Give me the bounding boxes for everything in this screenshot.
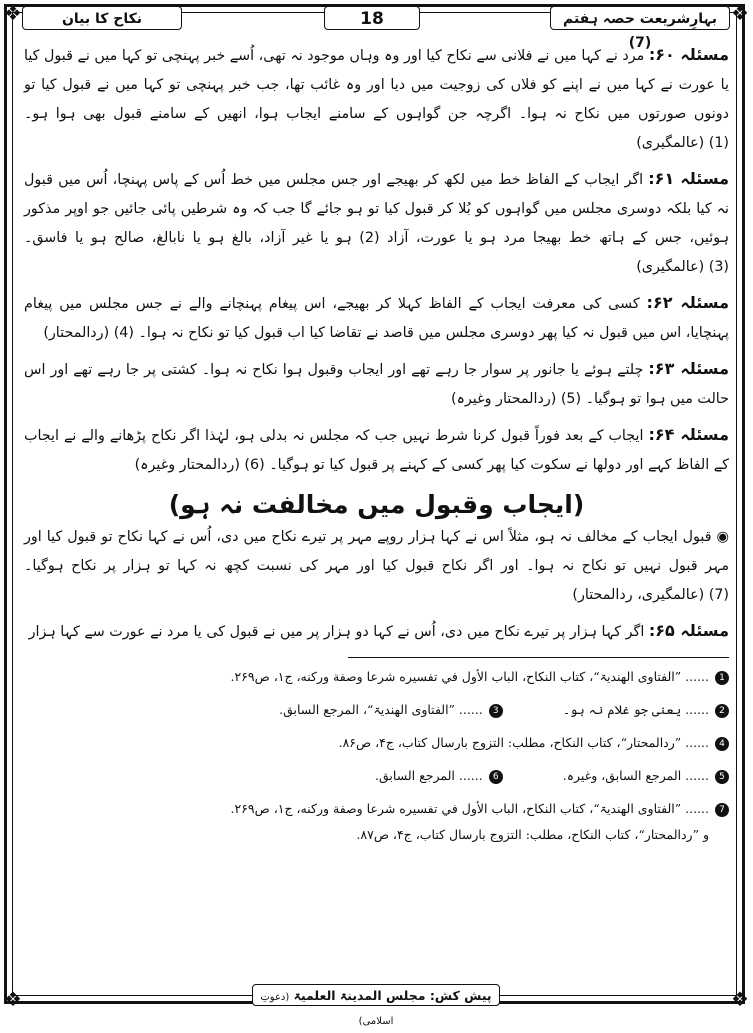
masala-64 — [24, 420, 729, 480]
chapter-title: نکاح کا بیان — [22, 6, 182, 30]
masala-text: کسی کی معرفت ایجاب کے الفاظ کہلا کر بھیجے، اس پیغام پہنچانے والے نے جس مجلس میں پیغام پہنچایا، اس میں قبول نہ کیا پھر دوسری مجلس میں قاصد نے تقاضا کیا اب قبول کیا تو نکاح نہ ہوا۔ — [24, 296, 729, 341]
page-footer — [252, 984, 500, 1027]
paragraph-text: ◉ قبول ایجاب کے مخالف نہ ہو، مثلاً اس نے کہا ہزار روپے مہر پر تیرے نکاح میں دی، اُس نے کہا نکاح تو قبول کیا اور مہر قبول نہیں تو نکاح نہ ہوا۔ اور اگر نکاح قبول کیا اور مہر کی نسبت کچھ نہ کہا تو ہزار پر نکاح ہوگیا۔ — [24, 529, 729, 574]
masala-text: چلتے ہوئے یا جانور پر سوار جا رہے تھے اور ایجاب وقبول ہوا نکاح نہ ہوا۔ کشتی پر جا رہے تھے اور اس حالت میں ہوا تو ہوگیا۔ — [24, 362, 729, 407]
reference: (3) (عالمگیری) — [636, 259, 729, 275]
footnote-number: 7 — [715, 803, 729, 817]
masala-60 — [24, 40, 729, 158]
masala-label: مسئلہ ۶۰: — [648, 45, 729, 64]
footnote-text: ...... ”الفتاوی الھندیۃ“، کتاب النکاح، الباب الأول في تفسيره شرعا وصفة ورکنه، ج۱، ص۲۶۹. — [230, 801, 709, 816]
footnote — [24, 668, 729, 686]
masala-63 — [24, 354, 729, 414]
masala-65 — [24, 616, 729, 647]
reference: (4) (ردالمحتار) — [43, 325, 134, 341]
footnote-number: 4 — [715, 737, 729, 751]
masala-text: ایجاب کے بعد فوراً قبول کرنا شرط نہیں جب کہ مجلس نہ بدلی ہو، لہٰذا اگر نکاح پڑھانے والے نے ایجاب کے الفاظ کہے اور دولھا نے سکوت کیا پھر کسی کے کہنے پر قبول کیا تو ہوگیا۔ — [24, 428, 729, 473]
footnote-continuation: و ”ردالمحتار“، کتاب النکاح، مطلب: التزوج بارسال کتاب، ج۴، ص۸۷. — [356, 827, 709, 842]
footnote-number: 5 — [715, 770, 729, 784]
footnote-number: 6 — [489, 770, 503, 784]
masala-61 — [24, 164, 729, 282]
footnote-text: ...... ”الفتاوی الھندیۃ“، کتاب النکاح، الباب الأول في تفسيره شرعا وصفة ورکنه، ج۱، ص۲۶۹. — [230, 669, 709, 684]
page-number: 18 — [324, 6, 420, 30]
page-header — [16, 6, 736, 51]
footer-note: (دعوتِ اسلامی) — [260, 992, 394, 1027]
footnote — [24, 701, 729, 719]
corner-ornament-icon: ❖ — [731, 987, 749, 1011]
footer-label: پیش کش: — [429, 988, 492, 1003]
masala-text: اگر کہا ہزار پر تیرے نکاح میں دی، اُس نے کہا دو ہزار پر میں نے قبول کی یا مرد نے عورت سے کہا ہزار — [28, 624, 649, 640]
footnote — [24, 734, 729, 752]
footnote-separator — [348, 657, 729, 658]
corner-ornament-icon: ❖ — [4, 1, 22, 25]
corner-ornament-icon: ❖ — [731, 1, 749, 25]
masala-text: مرد نے کہا میں نے فلانی سے نکاح کیا اور وہ وہاں موجود نہ تھی، اُسے خبر پہنچی تو کہا میں نے قبول کیا یا عورت نے کہا میں نے اپنے کو فلاں کی زوجیت میں دیا اور وہ غائب تھا، جب خبر پہنچی تو کہا میں نے قبول کیا تو دونوں صورتوں میں نکاح نہ ہوا۔ اگرچہ جن گواہوں کے سامنے ایجاب ہوا، انھیں کے سامنے قبول بھی ہوا ہو۔ — [24, 48, 729, 122]
masala-label: مسئلہ ۶۲: — [646, 293, 729, 312]
footnote-text: ...... المرجع السابق. — [375, 768, 483, 783]
masala-label: مسئلہ ۶۵: — [648, 621, 729, 640]
footnote — [24, 800, 729, 818]
masala-62 — [24, 288, 729, 348]
footnote-text: ...... ”الفتاوی الھندیۃ“، المرجع السابق. — [279, 702, 483, 717]
footnote — [24, 767, 729, 785]
masala-label: مسئلہ ۶۴: — [648, 425, 729, 444]
book-title: بہارِشریعت حصہ ہفتم (7) — [550, 6, 730, 30]
page-body — [24, 40, 729, 859]
reference: (5) (ردالمحتار وغیرہ) — [450, 391, 582, 407]
section-paragraph — [24, 523, 729, 610]
masala-label: مسئلہ ۶۱: — [648, 169, 730, 188]
footer-org: مجلس المدینۃ العلمیۃ — [293, 988, 426, 1003]
footnote-text: ...... المرجع السابق، وغیرہ. — [562, 768, 709, 783]
masala-label: مسئلہ ۶۳: — [648, 359, 729, 378]
corner-ornament-icon: ❖ — [4, 987, 22, 1011]
reference: (7) (عالمگیری، ردالمحتار) — [572, 587, 729, 603]
footnote-number: 1 — [715, 671, 729, 685]
reference: (6) (ردالمحتار وغیرہ) — [134, 457, 265, 473]
reference: (1) (عالمگیری) — [636, 135, 729, 151]
footnote-text: ...... ”ردالمحتار“، کتاب النکاح، مطلب: التزوج بارسال کتاب، ج۴، ص۸۶. — [338, 735, 709, 750]
footnote-number: 3 — [489, 704, 503, 718]
section-heading: (ایجاب وقبول میں مخالفت نہ ہو) — [168, 490, 585, 519]
masala-text: اگر ایجاب کے الفاظ خط میں لکھ کر بھیجے اور جس مجلس میں خط اُس کے پاس پہنچا، اُس میں قبول نہ کیا بلکہ دوسری مجلس میں گواہوں کو بُلا کر قبول کیا تو ہو جائے گا جب کہ وہ شرطیں پائی جائیں جو اوپر مذکور ہوئیں، جس کے ہاتھ خط بھیجا مرد ہو یا عورت، آزاد (2) ہو یا غیر آزاد، بالغ ہو یا نابالغ، صالح ہو یا فاسق۔ — [24, 172, 729, 246]
footnote-text: ...... یعنی جو غلام نہ ہو۔ — [562, 702, 709, 717]
footnote-number: 2 — [715, 704, 729, 718]
